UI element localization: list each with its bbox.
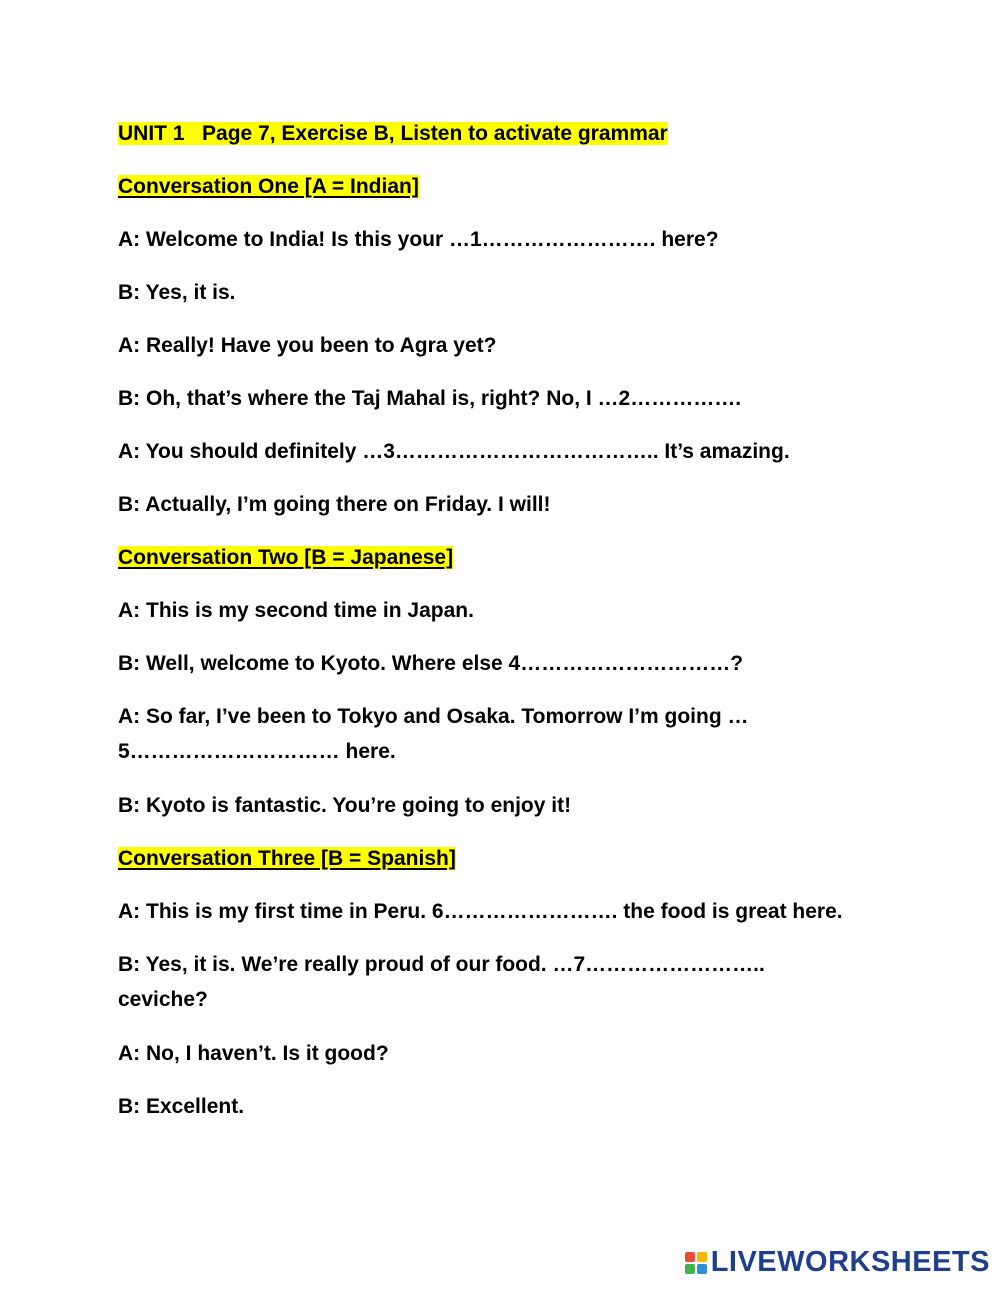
- dialogue-line: A: Welcome to India! Is this your …1……………………. here?: [118, 228, 719, 251]
- dialogue-line: B: Well, welcome to Kyoto. Where else 4…………………………?: [118, 652, 744, 675]
- conversation-heading-text: Conversation Two [B = Japanese]: [118, 546, 454, 569]
- logo-text: LIVEWORKSHEETS: [710, 1246, 990, 1278]
- conversation-heading-text: Conversation Three [B = Spanish]: [118, 847, 456, 870]
- dialogue-line: B: Excellent.: [118, 1095, 245, 1118]
- conversation-heading-text: Conversation One [A = Indian]: [118, 175, 419, 198]
- page-title-text: UNIT 1 Page 7, Exercise B, Listen to activate grammar: [118, 122, 668, 145]
- dialogue-line: B: Yes, it is.: [118, 281, 236, 304]
- dialogue-line: A: Really! Have you been to Agra yet?: [118, 334, 497, 357]
- dialogue-line: A: This is my first time in Peru. 6……………………. the food is great here.: [118, 900, 843, 923]
- dialogue-line: B: Kyoto is fantastic. You’re going to enjoy it!: [118, 794, 572, 817]
- conversation-three-heading: [118, 841, 456, 876]
- dialogue-line: A: This is my second time in Japan.: [118, 599, 474, 622]
- liveworksheets-logo: [685, 1246, 990, 1279]
- conversation-one-heading: [118, 169, 419, 204]
- dialogue-line: A: No, I haven’t. Is it good?: [118, 1042, 389, 1065]
- logo-square: [685, 1264, 695, 1274]
- dialogue-line: B: Oh, that’s where the Taj Mahal is, right? No, I …2…………….: [118, 387, 742, 410]
- dialogue-line: B: Actually, I’m going there on Friday. I will!: [118, 493, 551, 516]
- logo-square: [697, 1264, 707, 1274]
- logo-square: [697, 1252, 707, 1262]
- logo-mark-icon: [685, 1252, 707, 1274]
- dialogue-line: A: You should definitely …3……………………………….. It’s amazing.: [118, 440, 790, 463]
- logo-square: [685, 1252, 695, 1262]
- page-title: [118, 116, 668, 151]
- dialogue-line: B: Yes, it is. We’re really proud of our food. …7…………………….. ceviche?: [118, 953, 765, 1011]
- conversation-two-heading: [118, 540, 453, 575]
- dialogue-line: A: So far, I’ve been to Tokyo and Osaka. Tomorrow I’m going …5………………………… here.: [118, 705, 749, 763]
